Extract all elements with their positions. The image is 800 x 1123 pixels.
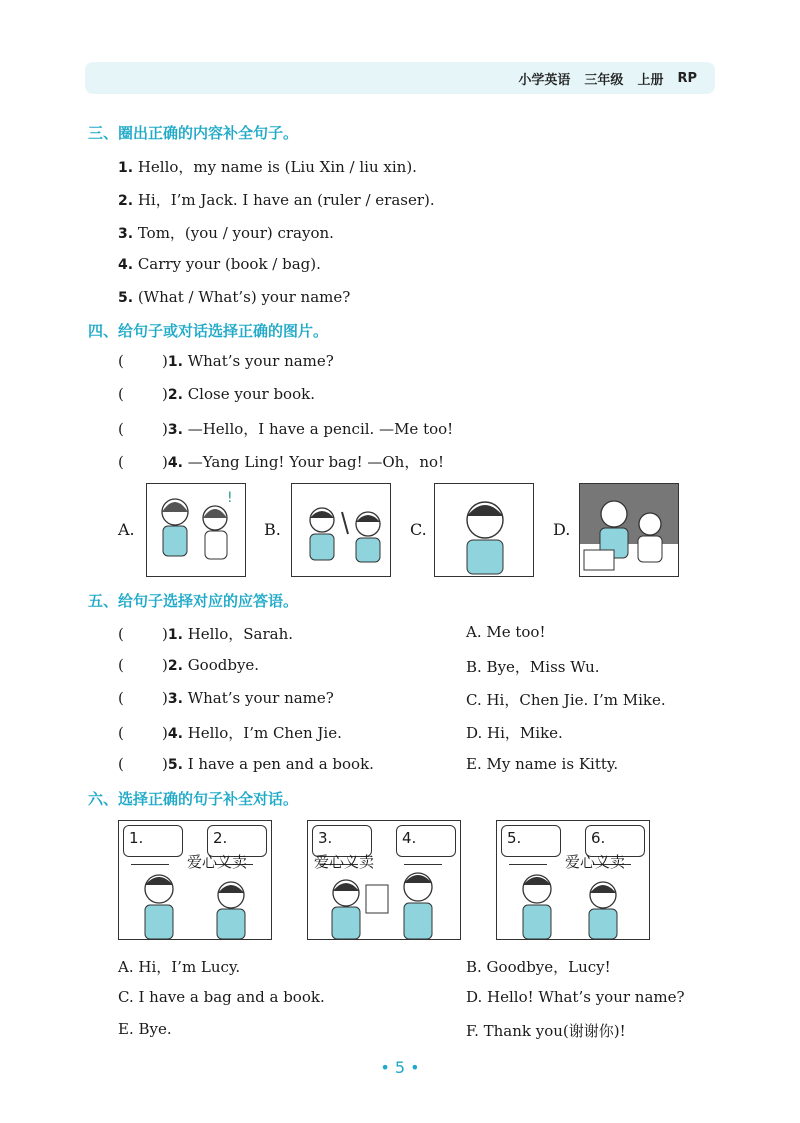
teacher-and-girl-picture [580,484,679,577]
page-number: • 5 • [380,1058,420,1077]
header-subject: 小学英语 [518,72,571,88]
picture-label-b: B. [264,520,281,539]
two-girls-picture [147,484,246,577]
picture-b [291,483,391,577]
s6-option-c: C. I have a bag and a book. [118,988,325,1006]
girl-and-boy-figures [308,821,461,940]
picture-a [146,483,246,577]
boy-and-girl-figures [119,821,272,940]
charity-sale-banner-2: 爱心义卖 [314,853,375,871]
section-3-title: 三、圈出正确的内容补全句子。 [88,124,299,142]
s5-right-a: A. Me too! [466,623,546,641]
bubble-3[interactable]: 3. [312,825,372,857]
two-boys-picture [292,484,391,577]
s6-option-e: E. Bye. [118,1020,172,1038]
s5-right-d: D. Hi，Mike. [466,724,563,742]
s3-item-1: 1. Hello，my name is (Liu Xin / liu xin). [118,158,417,176]
dialogue-scene-2 [307,820,461,940]
section-5-title: 五、给句子选择对应的应答语。 [88,592,299,610]
s5-left-3[interactable]: ( )3. What’s your name? [118,689,334,707]
bubble-2[interactable]: 2. [207,825,267,857]
s3-item-3: 3. Tom，(you / your) crayon. [118,224,334,242]
s4-item-1[interactable]: ( )1. What’s your name? [118,352,334,370]
boy-and-waving-girl-figures [497,821,650,940]
header-edition: RP [677,70,697,86]
s6-option-d: D. Hello! What’s your name? [466,988,685,1006]
s5-right-c: C. Hi，Chen Jie. I’m Mike. [466,691,666,709]
s3-item-2: 2. Hi，I’m Jack. I have an (ruler / eraser). [118,191,435,209]
s4-item-3[interactable]: ( )3. —Hello，I have a pencil. —Me too! [118,420,454,438]
section-6-title: 六、选择正确的句子补全对话。 [88,790,299,808]
s3-item-5: 5. (What / What’s) your name? [118,288,351,306]
s3-item-4: 4. Carry your (book / bag). [118,255,321,273]
bubble-4[interactable]: 4. [396,825,456,857]
section-4-title: 四、给句子或对话选择正确的图片。 [88,322,329,340]
picture-d [579,483,679,577]
s5-left-2[interactable]: ( )2. Goodbye. [118,656,260,674]
charity-sale-banner-3: 爱心义卖 [565,853,626,871]
header-grade: 三年级 [584,72,624,88]
s5-right-b: B. Bye，Miss Wu. [466,658,600,676]
svg-text:!: ! [227,490,233,506]
picture-label-c: C. [410,520,427,539]
header-term: 上册 [637,72,664,88]
boy-portrait-picture [435,484,534,577]
s4-item-4[interactable]: ( )4. —Yang Ling! Your bag! —Oh，no! [118,453,445,471]
bubble-1[interactable]: 1. [123,825,183,857]
s5-left-1[interactable]: ( )1. Hello，Sarah. [118,625,294,643]
picture-label-a: A. [118,520,135,539]
picture-c [434,483,534,577]
dialogue-scene-1 [118,820,272,940]
s5-right-e: E. My name is Kitty. [466,755,619,773]
s4-item-2[interactable]: ( )2. Close your book. [118,385,315,403]
s5-left-5[interactable]: ( )5. I have a pen and a book. [118,755,374,773]
picture-label-d: D. [553,520,571,539]
s5-left-4[interactable]: ( )4. Hello，I’m Chen Jie. [118,724,342,742]
s6-option-a: A. Hi，I’m Lucy. [118,958,241,976]
s6-option-b: B. Goodbye，Lucy! [466,958,611,976]
page-header [85,62,715,94]
charity-sale-banner-1: 爱心义卖 [187,853,248,871]
bubble-6[interactable]: 6. [585,825,645,857]
s6-option-f: F. Thank you(谢谢你)! [466,1022,626,1040]
bubble-5[interactable]: 5. [501,825,561,857]
dialogue-scene-3 [496,820,650,940]
